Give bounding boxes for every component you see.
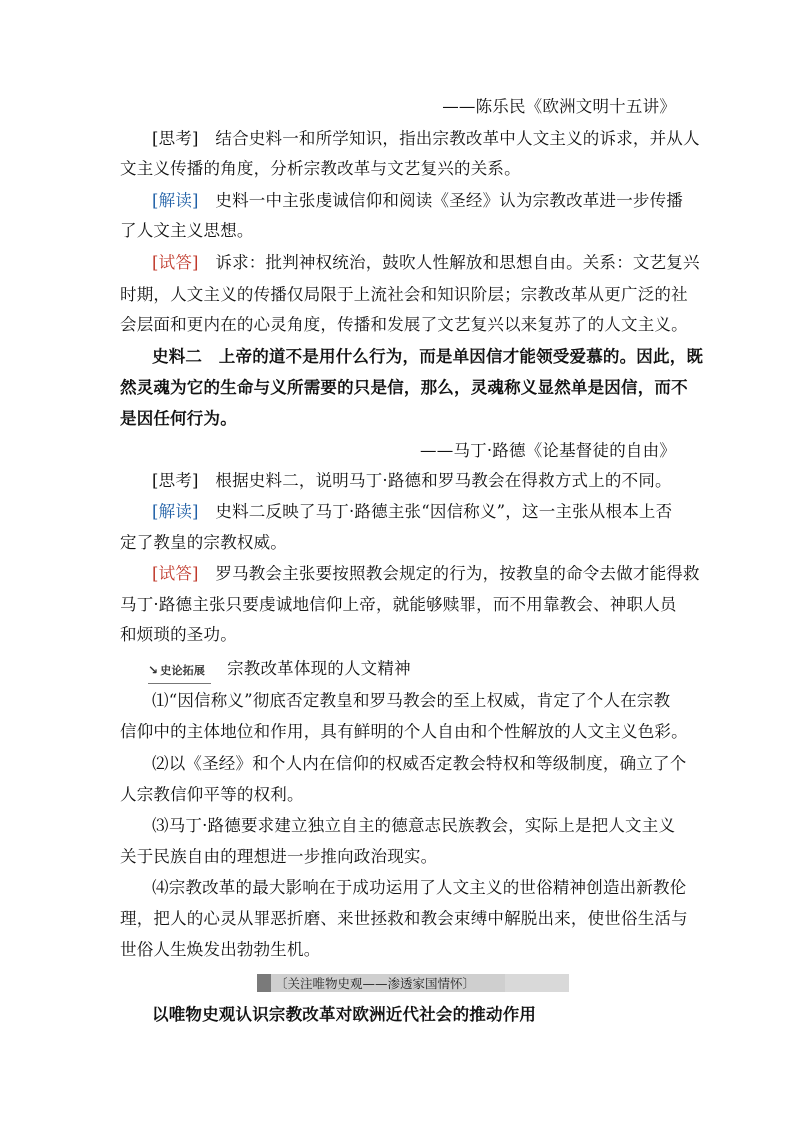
source1-attribution: ——陈乐民《欧洲文明十五讲》 — [442, 97, 676, 116]
ext-p4-line1: ⑷宗教改革的最大影响在于成功运用了人文主义的世俗精神创造出新教伦 — [152, 878, 687, 897]
q1-read-line1 — [152, 190, 683, 212]
q1-try-text1: 诉求：批判神权统治，鼓吹人性解放和思想自由。关系：文艺复兴 — [215, 253, 700, 272]
q2-try-line1 — [152, 563, 700, 585]
q1-think-text1: 结合史料一和所学知识，指出宗教改革中人文主义的诉求，并从人 — [215, 129, 700, 148]
q2-try-line2: 马丁·路德主张只要虔诚地信仰上帝，就能够赎罪，而不用靠教会、神职人员 — [120, 595, 677, 614]
ext-p3-line2: 关于民族自由的理想进一步推向政治现实。 — [120, 847, 438, 866]
source2-line3: 是因任何行为。 — [120, 409, 237, 428]
q1-think-line1 — [152, 128, 700, 150]
q1-think-line2: 文主义传播的角度，分析宗教改革与文艺复兴的关系。 — [120, 159, 521, 178]
ext-p4-line3: 世俗人生焕发出勃勃生机。 — [120, 940, 321, 959]
q2-read-line1 — [152, 501, 676, 523]
source2-line1: 史料二 上帝的道不是用什么行为，而是单因信才能领受爱慕的。因此，既 — [152, 347, 704, 366]
source2-line2: 然灵魂为它的生命与义所需要的只是信，那么，灵魂称义显然单是因信，而不 — [120, 378, 688, 397]
q2-try-line3: 和烦琐的圣功。 — [120, 625, 237, 644]
banner-block — [257, 974, 271, 992]
extension-badge-label: 史论拓展 — [160, 664, 206, 677]
think-tag: [思考] — [152, 129, 199, 148]
read-tag: [解读] — [152, 191, 199, 210]
ext-p1-line2: 信仰中的主体地位和作用，具有鲜明的个人自由和个性解放的人文主义色彩。 — [120, 722, 688, 741]
q1-try-line3: 会层面和更内在的心灵角度，传播和发展了文艺复兴以来复苏了的人文主义。 — [120, 315, 688, 334]
q1-try-line1 — [152, 252, 700, 274]
arrow-icon: ↘ — [148, 663, 159, 677]
closing-heading: 以唯物史观认识宗教改革对欧洲近代社会的推动作用 — [152, 1005, 537, 1024]
extension-badge — [148, 659, 211, 684]
ext-p2-line1: ⑵以《圣经》和个人内在信仰的权威否定教会特权和等级制度，确立了个 — [152, 754, 687, 773]
ext-p2-line2: 人宗教信仰平等的权利。 — [120, 785, 304, 804]
read-tag: [解读] — [152, 502, 199, 521]
q1-read-text1: 史料一中主张虔诚信仰和阅读《圣经》认为宗教改革进一步传播 — [215, 191, 683, 210]
extension-heading — [148, 658, 672, 684]
q2-read-line2: 定了教皇的宗教权威。 — [120, 533, 287, 552]
section-banner — [257, 974, 569, 992]
q2-try-text1: 罗马教会主张要按照教会规定的行为，按教皇的命令去做才能得救 — [215, 564, 700, 583]
banner-text: 〔关注唯物史观——渗透家国情怀〕 — [275, 976, 476, 991]
banner-end-block — [505, 974, 569, 992]
q1-read-line2: 了人文主义思想。 — [120, 221, 254, 240]
ext-p1-line1: ⑴“因信称义”彻底否定教皇和罗马教会的至上权威，肯定了个人在宗教 — [152, 691, 671, 710]
q2-think-line1 — [152, 470, 676, 492]
q2-read-text1: 史料二反映了马丁·路德主张“因信称义”，这一主张从根本上否 — [215, 502, 673, 521]
try-tag: [试答] — [152, 564, 199, 583]
ext-p4-line2: 理，把人的心灵从罪恶折磨、来世拯救和教会束缚中解脱出来，使世俗生活与 — [120, 909, 688, 928]
think-tag: [思考] — [152, 471, 199, 490]
try-tag: [试答] — [152, 253, 199, 272]
q1-try-line2: 时期，人文主义的传播仅局限于上流社会和知识阶层；宗教改革从更广泛的社 — [120, 285, 688, 304]
extension-title: 宗教改革体现的人文精神 — [227, 659, 411, 678]
ext-p3-line1: ⑶马丁·路德要求建立独立自主的德意志民族教会，实际上是把人文主义 — [152, 816, 676, 835]
source2-attribution: ——马丁·路德《论基督徒的自由》 — [420, 441, 676, 460]
q2-think-text1: 根据史料二，说明马丁·路德和罗马教会在得救方式上的不同。 — [215, 471, 672, 490]
